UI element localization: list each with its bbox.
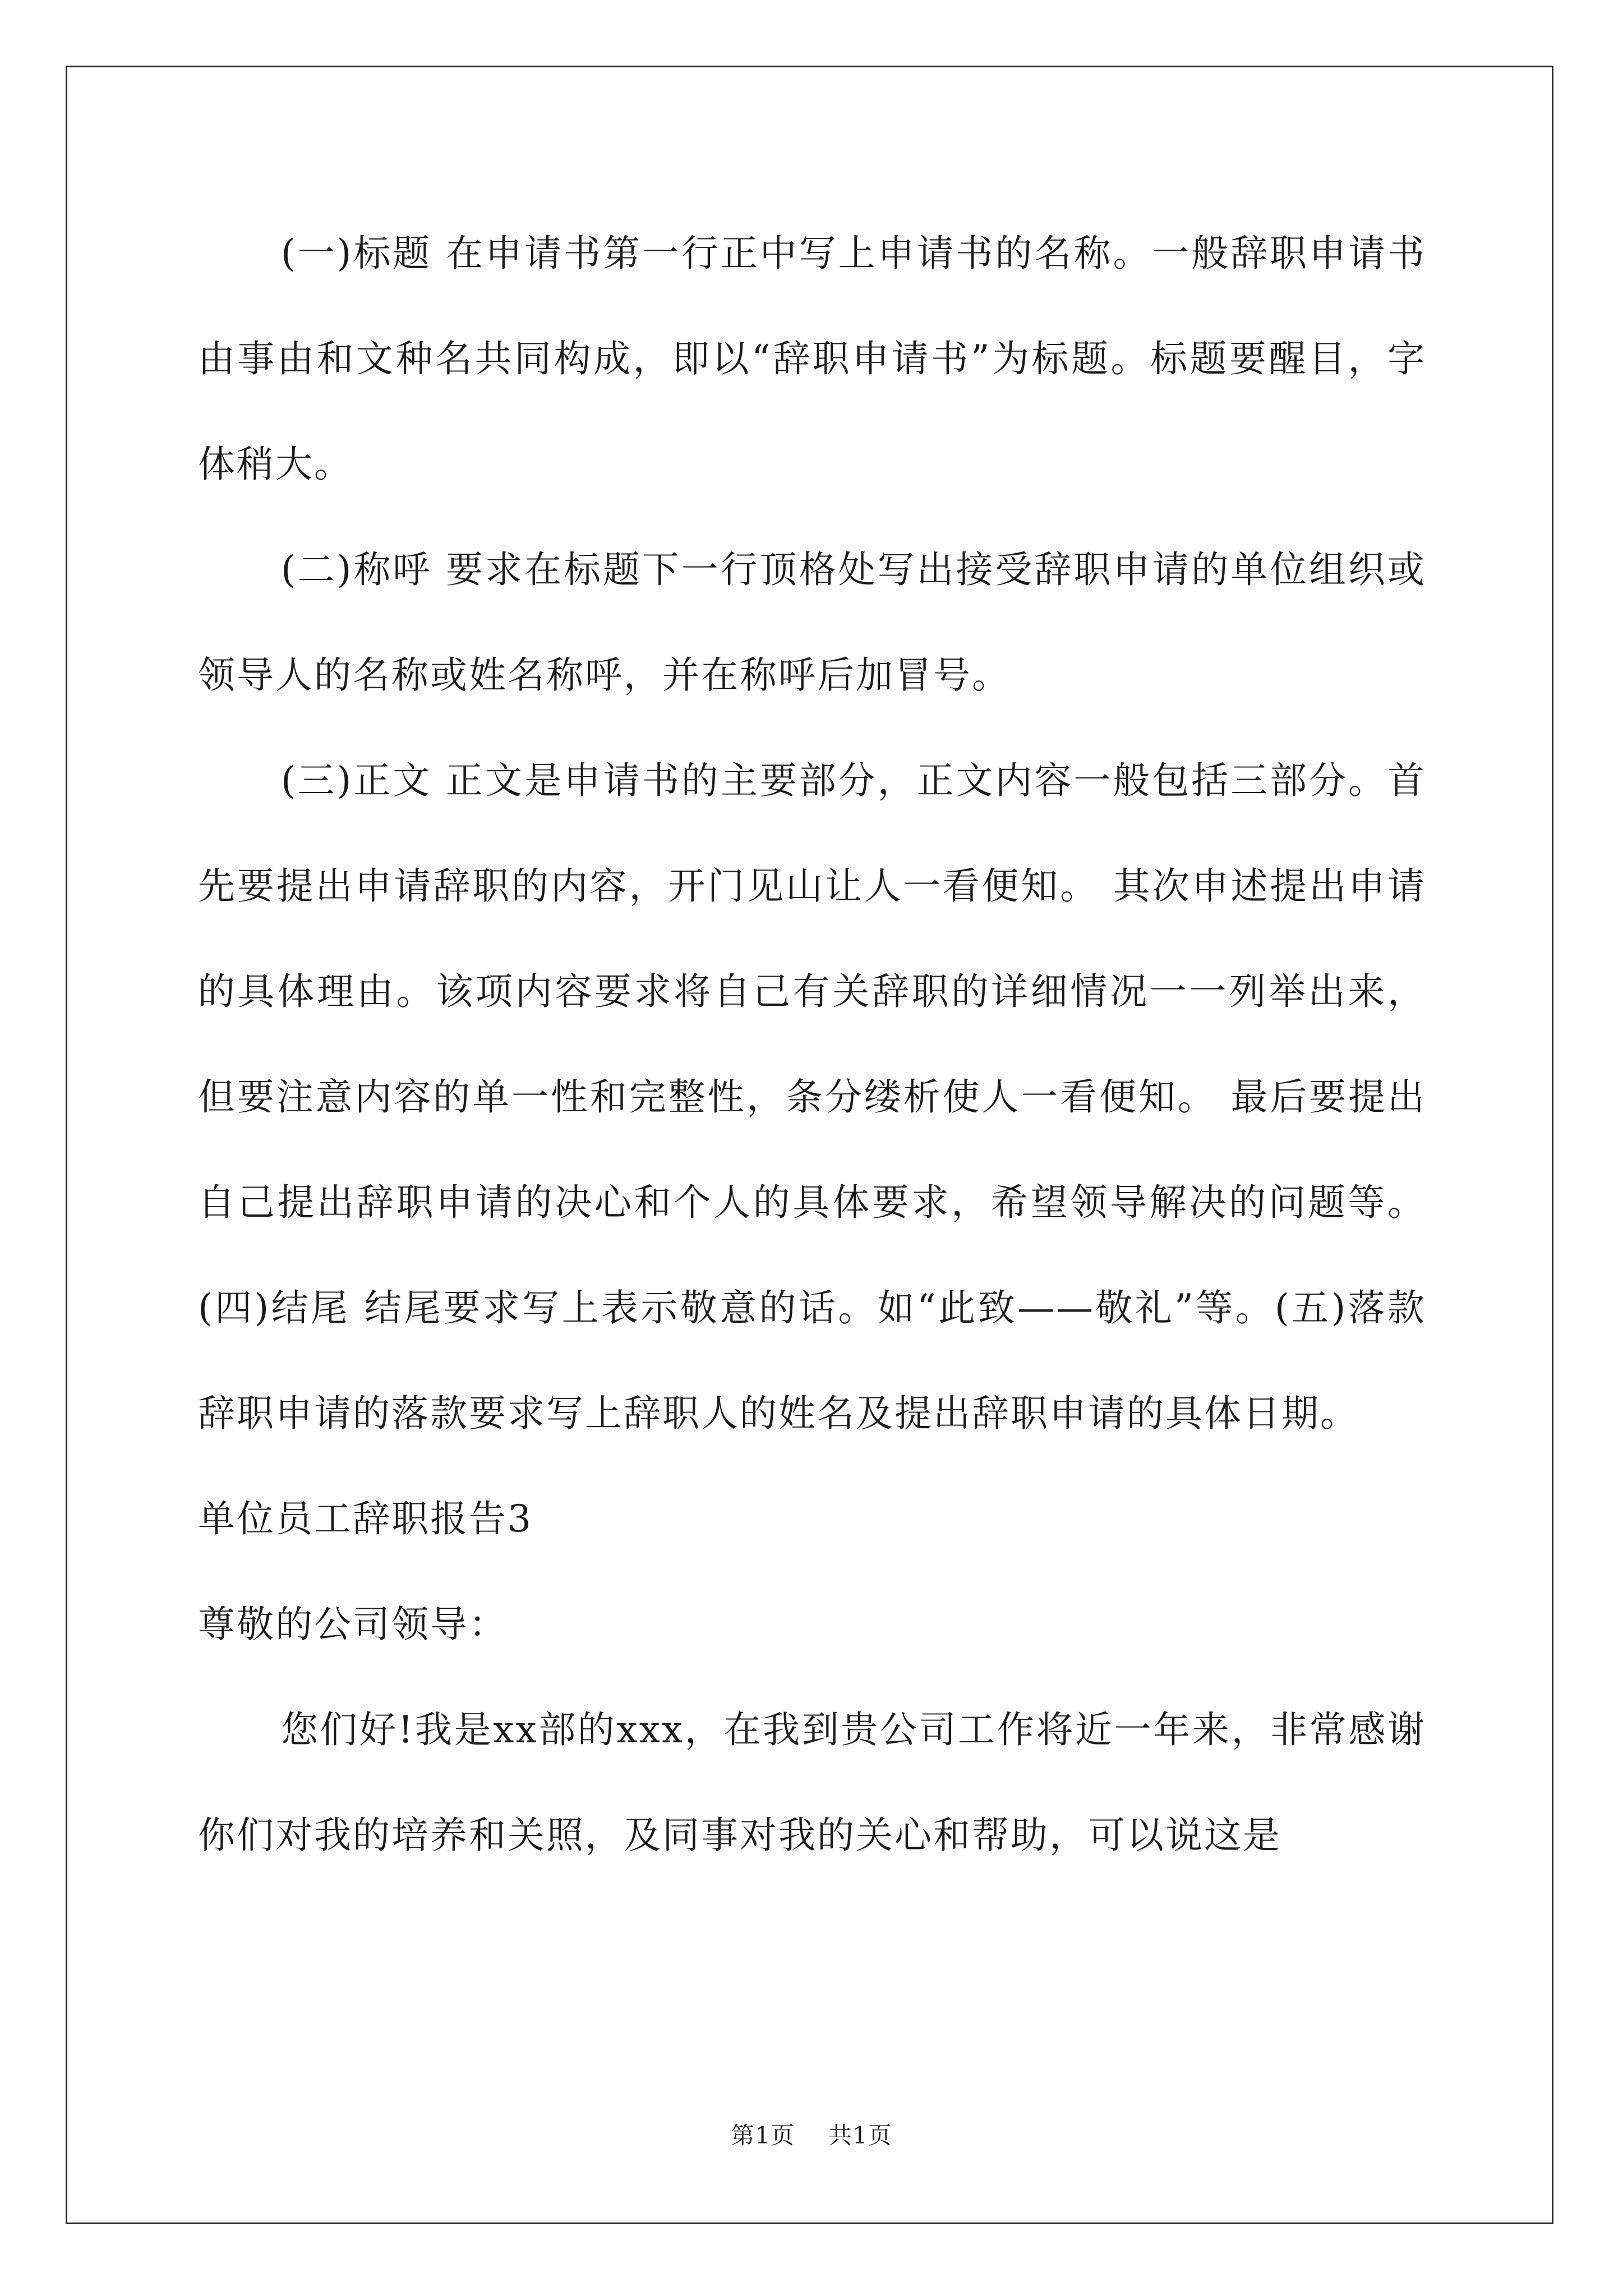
letter-salutation: 尊敬的公司领导： [198,1603,508,1646]
page-footer [0,2119,1623,2152]
paragraph-salutation-rule: (二)称呼 要求在标题下一行顶格处写出接受辞职申请的单位组织或领导人的名称或姓名称呼，并在称呼后加冒号。 [198,548,1426,697]
paragraph-title-rule: (一)标题 在申请书第一行正中写上申请书的名称。一般辞职申请书由事由和文种名共同构成，即以“辞职申请书”为标题。标题要醒目，字体稍大。 [198,232,1426,486]
paragraph-body-rule: (三)正文 正文是申请书的主要部分，正文内容一般包括三部分。首先要提出申请辞职的内容，开门见山让人一看便知。 其次申述提出申请的具体理由。该项内容要求将自己有关辞职的详细情况一一列举出来，但要注意内容的单一性和完整性，条分缕析使人一看便知。 最后要提出自己提出辞职申请的决心和个人的具体要求，希望领导解决的问题等。(四)结尾 结尾要求写上表示敬意的话。如“此致——敬礼”等。(五)落款 辞职申请的落款要求写上辞职人的姓名及提出辞职申请的具体日期。 [198,759,1426,1435]
document-body [198,201,1426,1888]
page-number-total: 共1页 [828,2122,892,2149]
section-heading: 单位员工辞职报告3 [198,1497,533,1540]
letter-body: 您们好!我是xx部的xxx，在我到贵公司工作将近一年来，非常感谢你们对我的培养和关照，及同事对我的关心和帮助，可以说这是 [198,1708,1426,1857]
page-number-current: 第1页 [731,2122,795,2149]
